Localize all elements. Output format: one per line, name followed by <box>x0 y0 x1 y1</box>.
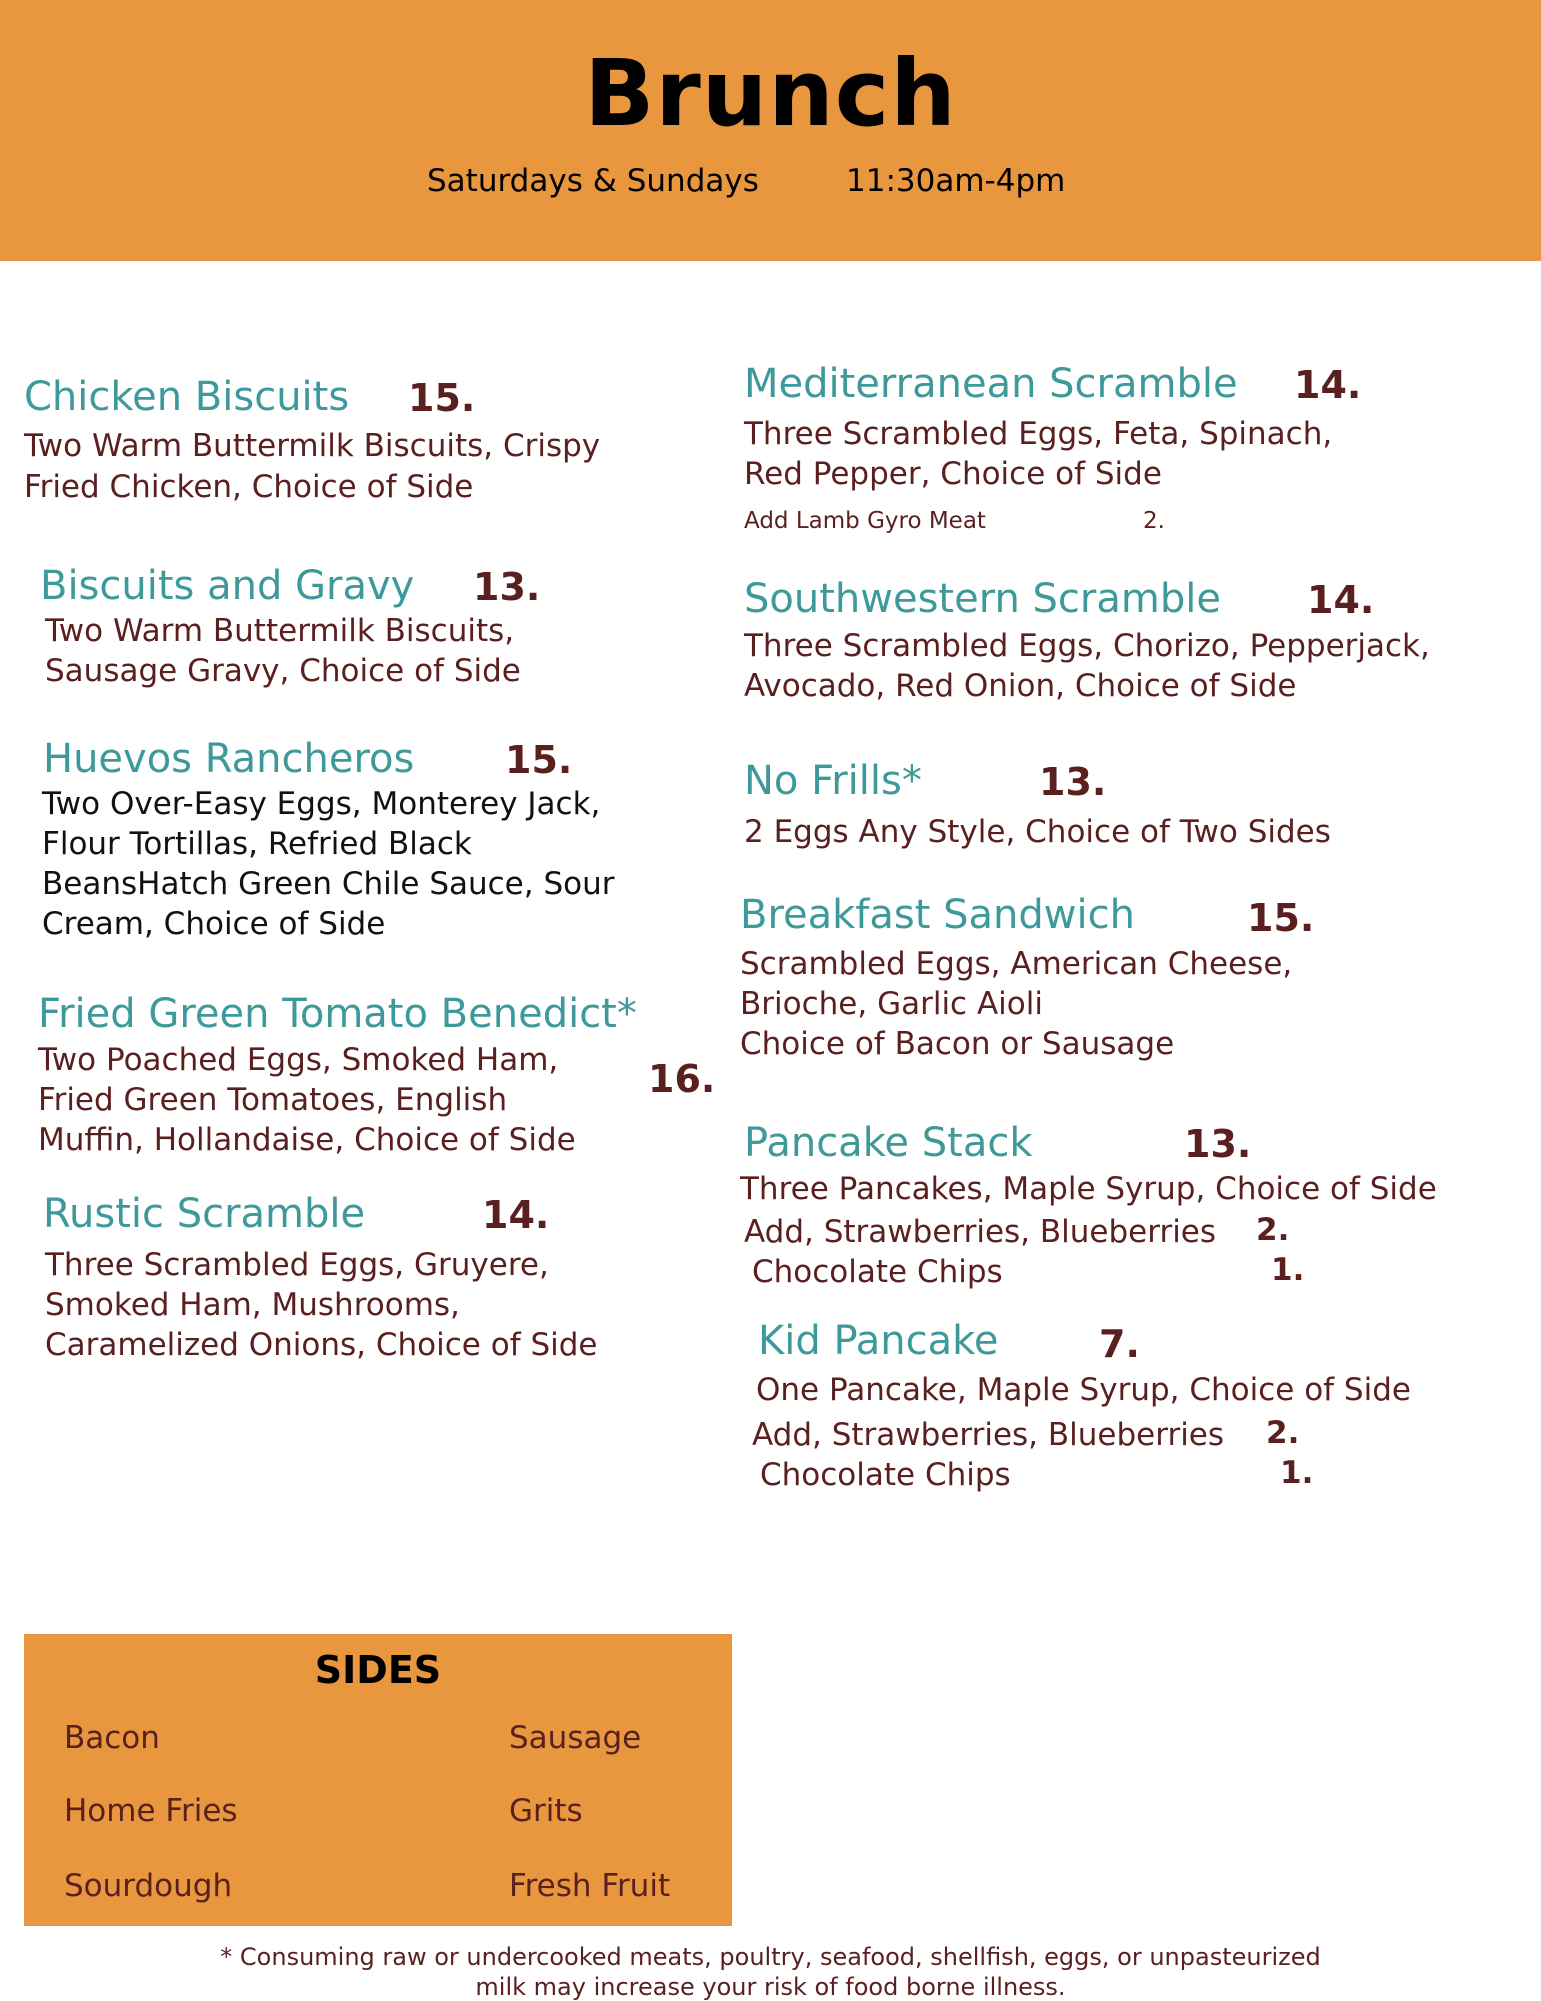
header-banner <box>0 0 1541 261</box>
item-desc-line: Avocado, Red Onion, Choice of Side <box>744 668 1297 704</box>
addon-label: Add, Strawberries, Blueberries <box>752 1417 1225 1453</box>
footnote-line: milk may increase your risk of food borne illness. <box>475 1973 1066 2001</box>
item-desc-line: Two Warm Buttermilk Biscuits, Crispy <box>24 428 601 464</box>
item-name: Southwestern Scramble <box>744 576 1221 622</box>
side-item: Bacon <box>64 1720 160 1756</box>
days-text: Saturdays & Sundays <box>427 163 759 199</box>
item-desc-line: Two Poached Eggs, Smoked Ham, <box>38 1042 559 1078</box>
item-desc-line: Fried Chicken, Choice of Side <box>24 469 474 505</box>
item-desc-line: One Pancake, Maple Syrup, Choice of Side <box>756 1372 1411 1408</box>
item-name: Fried Green Tomato Benedict* <box>38 991 637 1037</box>
item-price: 13. <box>473 565 541 609</box>
item-desc-line: Muffin, Hollandaise, Choice of Side <box>38 1122 576 1158</box>
addon-price: 1. <box>1280 1455 1314 1491</box>
item-desc-line: Three Pancakes, Maple Syrup, Choice of Side <box>740 1171 1437 1207</box>
side-item: Home Fries <box>64 1793 238 1829</box>
item-desc-line: 2 Eggs Any Style, Choice of Two Sides <box>744 814 1331 850</box>
item-price: 15. <box>1247 896 1315 940</box>
addon-price: 2. <box>1256 1212 1290 1248</box>
addon-label: Add, Strawberries, Blueberries <box>744 1214 1217 1250</box>
item-desc-line: BeansHatch Green Chile Sauce, Sour <box>42 866 615 902</box>
addon-price: 2. <box>1266 1415 1300 1451</box>
item-name: Chicken Biscuits <box>24 374 350 420</box>
item-desc-line: Cream, Choice of Side <box>42 906 386 942</box>
item-desc-line: Two Warm Buttermilk Biscuits, <box>45 613 515 649</box>
item-name: Pancake Stack <box>744 1120 1033 1166</box>
item-desc-line: Red Pepper, Choice of Side <box>744 456 1162 492</box>
hours-text: 11:30am-4pm <box>846 163 1066 199</box>
side-item: Grits <box>509 1793 583 1829</box>
item-desc-line: Three Scrambled Eggs, Feta, Spinach, <box>744 416 1333 452</box>
addon-label: Chocolate Chips <box>752 1254 1003 1290</box>
item-name: Mediterranean Scramble <box>744 361 1238 407</box>
item-name: Biscuits and Gravy <box>40 563 415 609</box>
item-name: Breakfast Sandwich <box>740 892 1135 938</box>
item-desc-line: Brioche, Garlic Aioli <box>740 986 1043 1022</box>
item-desc-line: Scrambled Eggs, American Cheese, <box>740 946 1293 982</box>
item-price: 15. <box>408 376 476 420</box>
item-desc-line: Choice of Bacon or Sausage <box>740 1026 1175 1062</box>
item-price: 15. <box>505 738 573 782</box>
item-desc-line: Sausage Gravy, Choice of Side <box>45 653 521 689</box>
footnote-line: * Consuming raw or undercooked meats, poultry, seafood, shellfish, eggs, or unpasteurized <box>220 1943 1321 1971</box>
item-name: No Frills* <box>744 758 922 804</box>
addon-label: Add Lamb Gyro Meat <box>744 508 986 534</box>
side-item: Sausage <box>509 1720 642 1756</box>
side-item: Sourdough <box>64 1868 233 1904</box>
item-desc-line: Fried Green Tomatoes, English <box>38 1082 508 1118</box>
item-desc-line: Three Scrambled Eggs, Gruyere, <box>45 1247 549 1283</box>
item-name: Huevos Rancheros <box>43 736 415 782</box>
addon-label: Chocolate Chips <box>760 1457 1011 1493</box>
item-price: 7. <box>1099 1322 1140 1366</box>
sides-panel <box>24 1634 732 1926</box>
sides-title: SIDES <box>314 1648 442 1692</box>
addon-price: 2. <box>1143 508 1165 534</box>
item-price: 14. <box>1307 578 1375 622</box>
item-desc-line: Flour Tortillas, Refried Black <box>42 826 472 862</box>
item-desc-line: Smoked Ham, Mushrooms, <box>45 1287 460 1323</box>
item-price: 14. <box>482 1193 550 1237</box>
item-name: Rustic Scramble <box>43 1191 366 1237</box>
item-price: 14. <box>1294 363 1362 407</box>
item-price: 13. <box>1039 760 1107 804</box>
item-price: 16. <box>648 1057 716 1101</box>
side-item: Fresh Fruit <box>509 1868 671 1904</box>
item-name: Kid Pancake <box>758 1318 999 1364</box>
addon-price: 1. <box>1271 1252 1305 1288</box>
item-desc-line: Three Scrambled Eggs, Chorizo, Pepperjack, <box>744 628 1430 664</box>
item-desc-line: Caramelized Onions, Choice of Side <box>45 1327 598 1363</box>
menu-title: Brunch <box>584 40 957 147</box>
item-desc-line: Two Over-Easy Eggs, Monterey Jack, <box>42 786 601 822</box>
item-price: 13. <box>1184 1122 1252 1166</box>
